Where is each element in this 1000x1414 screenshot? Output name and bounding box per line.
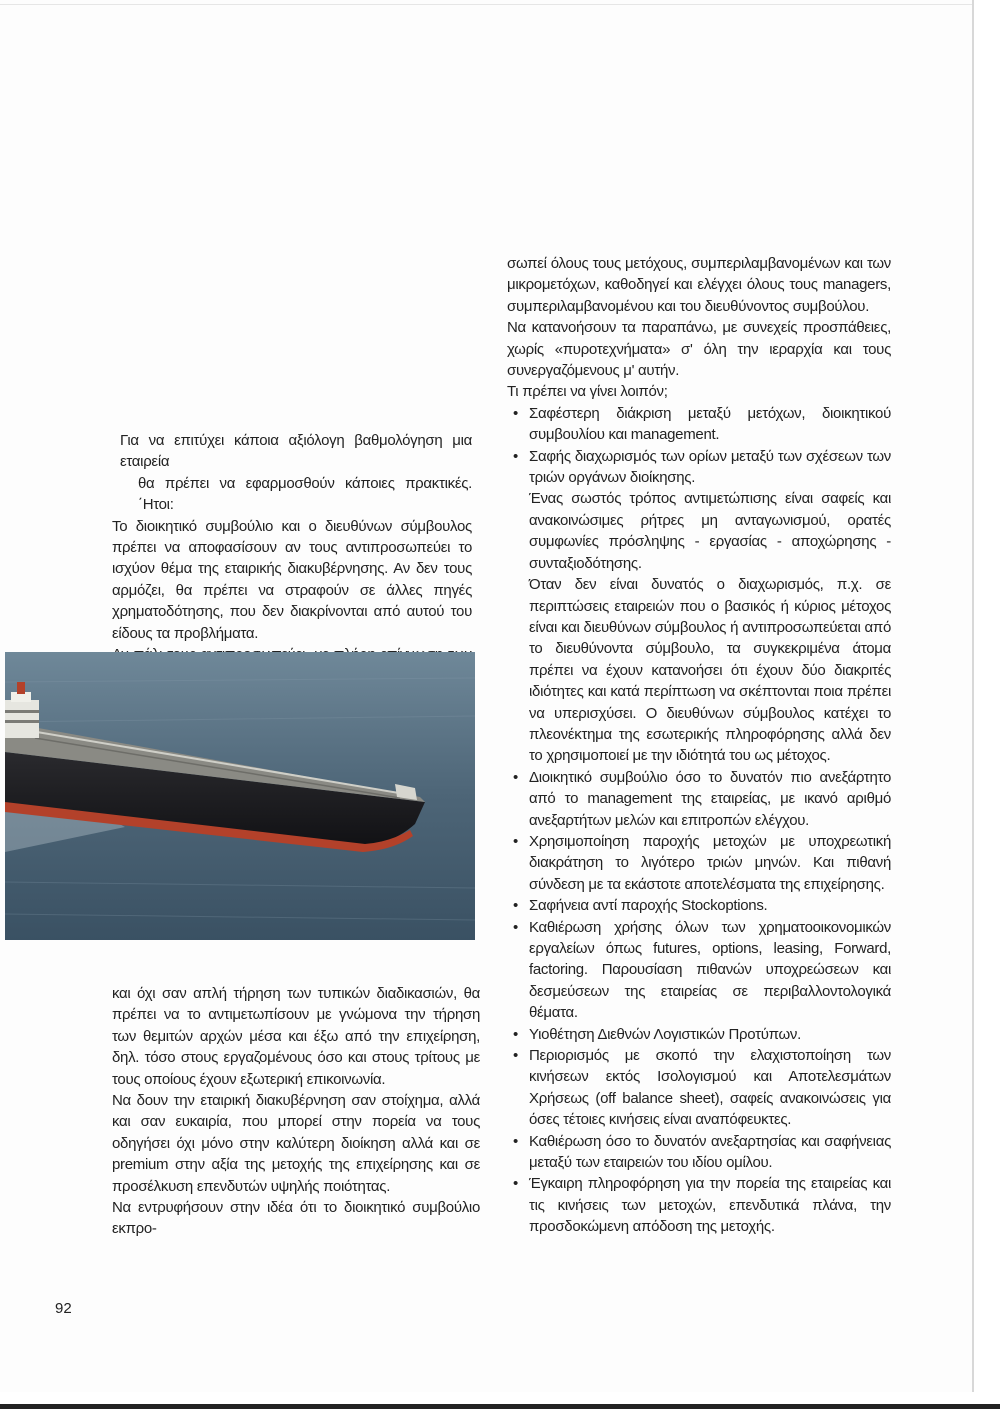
paragraph: Να κατανοήσουν τα παραπάνω, με συνεχείς προσπάθειες, χωρίς «πυροτεχνήματα» σ' όλη την ιεραρχία και τους συνεργαζόμενους μ' αυτήν. [507,319,891,380]
list-item: • Υιοθέτηση Διεθνών Λογιστικών Προτύπων. [507,1024,891,1045]
list-item: • Σαφέστερη διάκριση μεταξύ μετόχων, διοικητικού συμβουλίου και management. [507,403,891,446]
paragraph: Να δουν την εταιρική διακυβέρνηση σαν στοίχημα, αλλά και σαν ευκαιρία, που μπορεί στην πορεία να τους οδηγήσει όχι μόνο στην καλύτερη διοίκηση αλλά και σε premium στην αξία της μετοχής της επιχείρησης και σε προσέλκυση επενδυτών υψηλής ποιότητας. [112,1092,480,1195]
paragraph: σωπεί όλους τους μετόχους, συμπεριλαμβανομένων και των μικρομετόχων, καθοδηγεί και ελέγχει όλους τους managers, συμπεριλαμβανομένου και του διευθύνοντος συμβούλου. [507,255,891,315]
list-item: • Έγκαιρη πληροφόρηση για την πορεία της εταιρείας και τις κινήσεις των μετοχών, επενδυτικά πλάνα, την προσδοκώμενη απόδοση της μετοχής. [507,1173,891,1237]
paragraph: Τι πρέπει να γίνει λοιπόν; [507,383,668,401]
list-item: • Καθιέρωση όσο το δυνατόν ανεξαρτησίας και σαφήνειας μεταξύ των εταιρειών του ιδίου ομίλου. [507,1131,891,1174]
paragraph: Το διοικητικό συμβούλιο και ο διευθύνων σύμβουλος πρέπει να αποφασίσουν αν τους αντιπροσωπεύει το ισχύον θέμα της εταιρικής διακυβέρνησης. Αν δεν τους αρμόζει, θα πρέπει να στραφούν σε άλλες πηγές χρηματοδότησης, που δεν διακρίνονται από αυτού του είδους τα προβλήματα. [112,517,472,642]
list-item: • Περιορισμός με σκοπό την ελαχιστοποίηση των κινήσεων εκτός Ισολογισμού και Αποτελεσμάτων Χρήσεως (off balance sheet), σαφείς ανακοινώσεις για όσες τέτοιες κινήσεις είναι αναπόφευκτες. [507,1045,891,1131]
right-column [507,253,891,1238]
intro-line-1: Για να επιτύχει κάποια αξιόλογη βαθμολόγηση μια εταιρεία [120,432,472,471]
tanker-ship-photo [5,652,475,940]
bullet-list [507,767,891,1238]
page-number: 92 [55,1300,72,1317]
list-item: • Χρησιμοποίηση παροχής μετοχών με υποχρεωτική διακράτηση το λιγότερο τριών μηνών. Και πιθανή σύνδεση με τα εκάστοτε αποτελέσματα της επιχείρησης. [507,831,891,895]
left-column-top [112,430,472,687]
list-item: • Διοικητικό συμβούλιο όσο το δυνατόν πιο ανεξάρτητο από το management της εταιρείας, με ικανό αριθμό ανεξαρτήτων μελών και επιτροπών ελέγχου. [507,767,891,831]
bottom-border-bar [0,1404,1000,1409]
sub-paragraph: Ένας σωστός τρόπος αντιμετώπισης είναι σαφείς και ανακοινώσιμες ρήτρες μη ανταγωνισμού, ορατές συμφωνίες πρόσληψης - εργασίας - αποχώρησης - συνταξιοδότησης. [529,490,891,572]
paragraph: και όχι σαν απλή τήρηση των τυπικών διαδικασιών, θα πρέπει να το αντιμετωπίσουν με γνώμονα την τήρηση των θεμιτών αρχών μέσα και έξω από την επιχείρηση, δηλ. τόσο στους εργαζομένους όσο και στους τρίτους με τους οποίους έχουν εξωτερική επικοινωνία. [112,985,480,1088]
sub-paragraph: Όταν δεν είναι δυνατός ο διαχωρισμός, π.χ. σε περιπτώσεις εταιρειών που ο βασικός ή κύριος μέτοχος είναι και διευθύνων σύμβουλος ή αντιπροσωπεύεται από το διευθύνοντα σύμβουλο, τα συγκεκριμένα άτομα πρέπει να έχουν κατανοήσει ότι έχουν δύο διακριτές ιδιότητες και κατά περίπτωση να σκέπτονται ποια πρέπει να υπερισχύσει. Ο διευθύνων σύμβουλος κατέχει το πλεονέκτημα της εσωτερικής πληροφόρησης αλλά δεν το χρησιμοποιεί με την ιδιότητά του ως μέτοχος. [529,576,891,765]
list-item: • Σαφήνεια αντί παροχής Stockoptions. [507,895,891,916]
left-column-bottom [112,983,480,1240]
bullet-list [507,403,891,489]
top-border-line [0,4,972,5]
intro-line-2: θα πρέπει να εφαρμοσθούν κάποιες πρακτικές. ΄Ητοι: [138,474,472,514]
list-item: • Καθιέρωση χρήσης όλων των χρηματοοικονομικών εργαλείων όπως futures, options, leasing, Forward, factoring. Παρουσίαση πιθανών υποχρεώσεων και δεσμεύσεων της εταιρείας σε περιβαλλοντολογικά θέματα. [507,917,891,1024]
paragraph: Να εντρυφήσουν στην ιδέα ότι το διοικητικό συμβούλιο εκπρο- [112,1199,480,1238]
list-item: • Σαφής διαχωρισμός των ορίων μεταξύ των σχέσεων των τριών οργάνων διοίκησης. [507,446,891,489]
